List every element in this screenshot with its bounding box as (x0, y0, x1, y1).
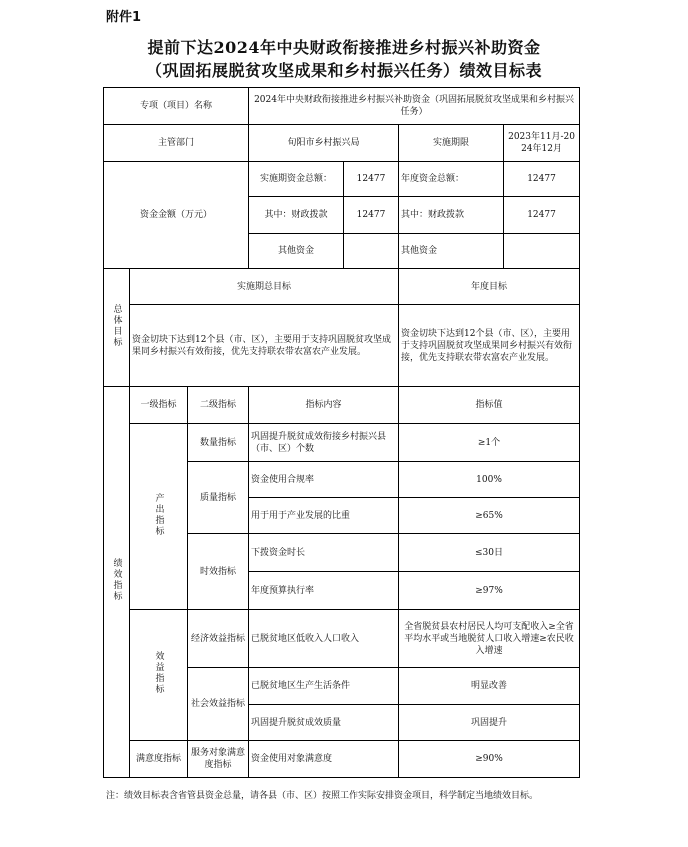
benefit-indicator-label: 效益指标 (130, 610, 188, 741)
annual-goal-label: 年度目标 (399, 269, 580, 305)
indicator-content: 巩固提升脱贫成效衔接乡村振兴县（市、区）个数 (249, 424, 399, 462)
total-funds-value: 12477 (344, 162, 399, 197)
quantity-indicator-label: 数量指标 (188, 424, 249, 462)
project-row (104, 88, 580, 125)
service-indicator-label: 服务对象满意度指标 (188, 741, 249, 778)
fiscal-funds-label-annual: 其中：财政拨款 (399, 197, 504, 234)
indicator-value: 明显改善 (399, 668, 580, 705)
other-funds-label: 其他资金 (249, 234, 344, 269)
total-funds-label: 实施期资金总额： (249, 162, 344, 197)
other-funds-label-annual: 其他资金 (399, 234, 504, 269)
indicator-content: 巩固提升脱贫成效质量 (249, 705, 399, 741)
period-label: 实施期限 (399, 125, 504, 162)
title-line-1: 提前下达2024年中央财政衔接推进乡村振兴补助资金 (147, 38, 541, 57)
indicator-row (104, 424, 580, 462)
indicator-value: 100% (399, 462, 580, 498)
col-content: 指标内容 (249, 387, 399, 424)
indicator-value: ≥90% (399, 741, 580, 778)
fiscal-funds-value: 12477 (344, 197, 399, 234)
output-indicator-label: 产出指标 (130, 424, 188, 610)
indicator-value: ≥1个 (399, 424, 580, 462)
title-line-2: （巩固拓展脱贫攻坚成果和乡村振兴任务）绩效目标表 (145, 61, 542, 80)
attachment-label: 附件1 (106, 10, 142, 25)
project-label: 专项（项目）名称 (104, 88, 249, 125)
indicator-row (104, 610, 580, 668)
other-funds-value (344, 234, 399, 269)
funds-label: 资金金额（万元） (104, 162, 249, 269)
goals-header-row (104, 269, 580, 305)
indicator-value: ≤30日 (399, 534, 580, 572)
fiscal-funds-label: 其中：财政拨款 (249, 197, 344, 234)
satisfaction-indicator-label: 满意度指标 (130, 741, 188, 778)
indicator-content: 已脱贫地区低收入人口收入 (249, 610, 399, 668)
project-value: 2024年中央财政衔接推进乡村振兴补助资金（巩固拓展脱贫攻坚成果和乡村振兴任务） (249, 88, 580, 125)
col-value: 指标值 (399, 387, 580, 424)
timeliness-indicator-label: 时效指标 (188, 534, 249, 610)
quality-indicator-label: 质量指标 (188, 462, 249, 534)
indicators-header-row (104, 387, 580, 424)
indicators-section-label: 绩效指标 (104, 387, 130, 778)
footnote: 注：绩效目标表含省管县资金总量，请各县（市、区）按照工作实际安排资金项目，科学制定当地绩效目标。 (106, 791, 539, 801)
indicator-row (104, 741, 580, 778)
indicator-value: 全省脱贫县农村居民人均可支配收入≥全省平均水平或当地脱贫人口收入增速≥农民收入增速 (399, 610, 580, 668)
period-value: 2023年11月-2024年12月 (504, 125, 580, 162)
indicator-content: 下拨资金时长 (249, 534, 399, 572)
performance-target-table (103, 87, 580, 778)
dept-row (104, 125, 580, 162)
annual-funds-value: 12477 (504, 162, 580, 197)
indicator-content: 资金使用合规率 (249, 462, 399, 498)
indicator-value: 巩固提升 (399, 705, 580, 741)
period-goal-label: 实施期总目标 (130, 269, 399, 305)
funds-total-row (104, 162, 580, 197)
indicator-content: 用于用于产业发展的比重 (249, 498, 399, 534)
indicator-content: 已脱贫地区生产生活条件 (249, 668, 399, 705)
indicator-value: ≥97% (399, 572, 580, 610)
annual-goal-text: 资金切块下达到12个县（市、区），主要用于支持巩固脱贫攻坚成果同乡村振兴有效衔接，优先支持联农带农富农产业发展。 (399, 305, 580, 387)
goals-text-row (104, 305, 580, 387)
overall-goal-section-label: 总体目标 (104, 269, 130, 387)
indicator-value: ≥65% (399, 498, 580, 534)
social-indicator-label: 社会效益指标 (188, 668, 249, 741)
indicator-content: 资金使用对象满意度 (249, 741, 399, 778)
indicator-content: 年度预算执行率 (249, 572, 399, 610)
col-level1: 一级指标 (130, 387, 188, 424)
fiscal-funds-value-annual: 12477 (504, 197, 580, 234)
economic-indicator-label: 经济效益指标 (188, 610, 249, 668)
col-level2: 二级指标 (188, 387, 249, 424)
dept-label: 主管部门 (104, 125, 249, 162)
dept-value: 旬阳市乡村振兴局 (249, 125, 399, 162)
period-goal-text: 资金切块下达到12个县（市、区），主要用于支持巩固脱贫攻坚成果同乡村振兴有效衔接，优先支持联农带农富农产业发展。 (130, 305, 399, 387)
annual-funds-label: 年度资金总额： (399, 162, 504, 197)
other-funds-value-annual (504, 234, 580, 269)
